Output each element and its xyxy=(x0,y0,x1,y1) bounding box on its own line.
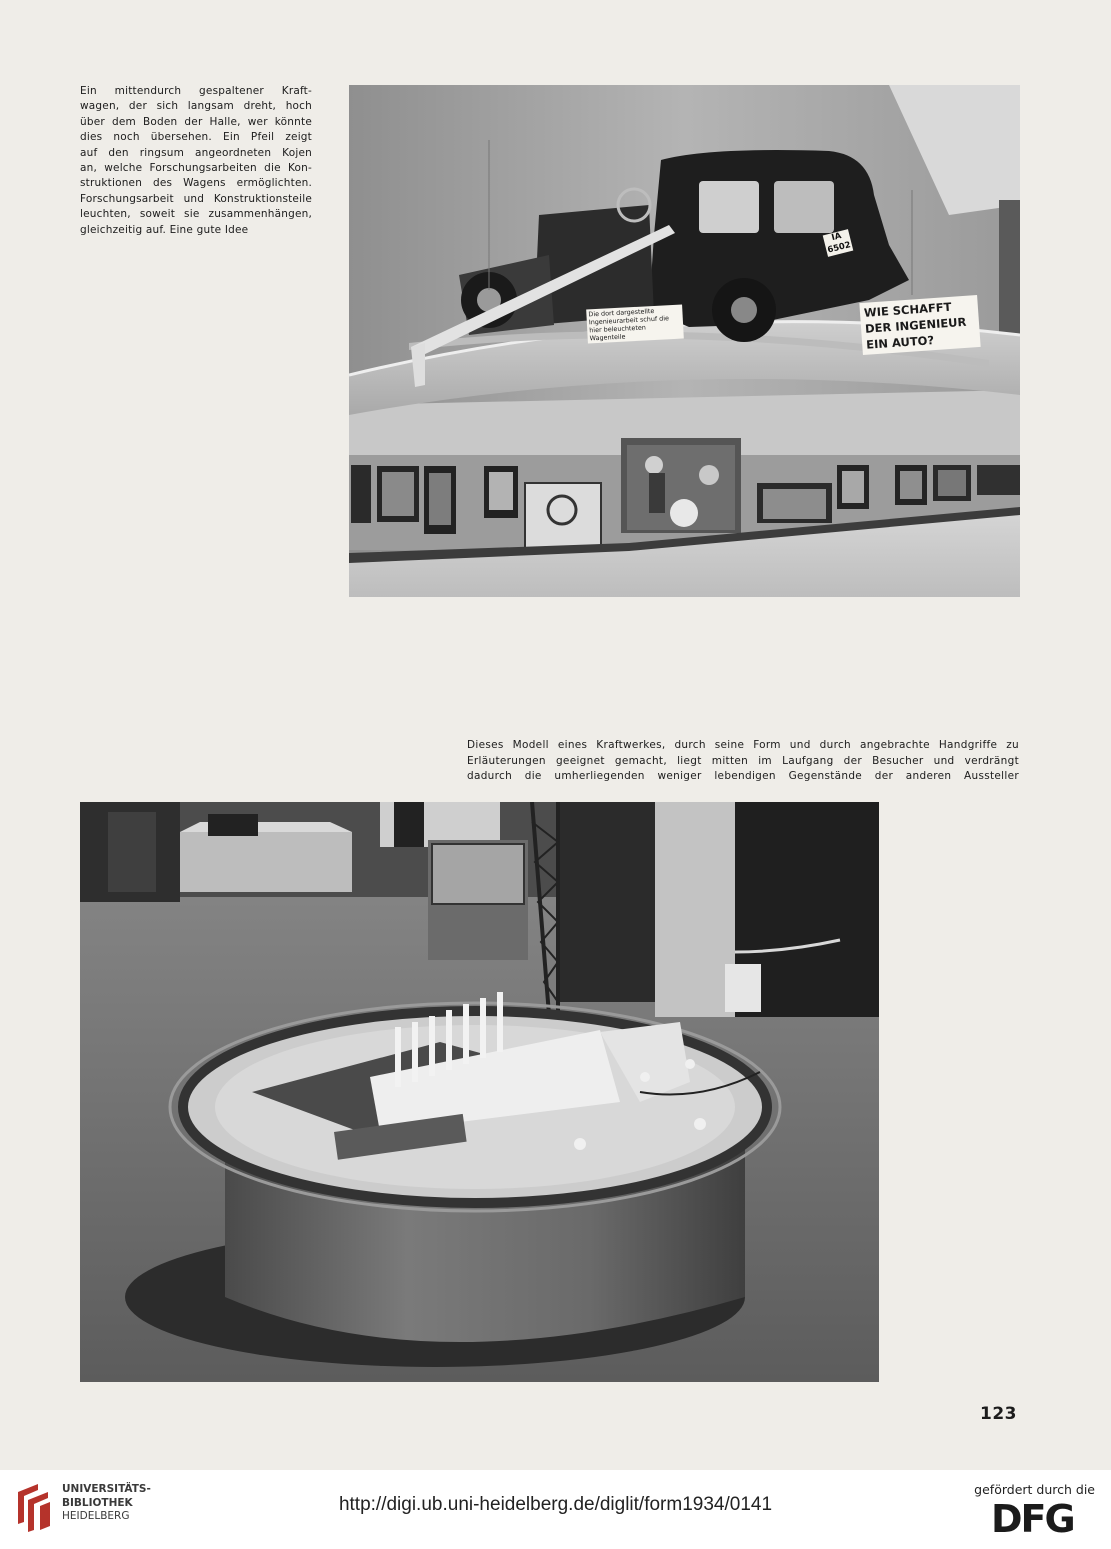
caption-line: Erläuterungen geeignet gemacht, liegt mitten im Laufgang der Besucher und verdrängt xyxy=(467,754,1019,767)
caption-line: über dem Boden der Halle, wer könnte xyxy=(80,115,312,128)
caption-line: gleichzeitig auf. Eine gute Idee xyxy=(80,223,249,236)
caption-line: leuchten, soweit sie zusammenhängen, xyxy=(80,208,312,221)
caption-line: auf den ringsum angeordneten Kojen xyxy=(80,146,312,159)
caption-line: struktionen des Wagens ermöglichten. xyxy=(80,177,312,190)
library-name-line: HEIDELBERG xyxy=(62,1510,130,1522)
caption-line: Forschungsarbeit und Konstruktionsteile xyxy=(80,192,312,205)
plate-line-2: 6502 xyxy=(826,240,852,256)
top-caption xyxy=(80,84,312,238)
caption-line: dadurch die umherliegenden weniger lebendigen Gegenstände der anderen Aussteller xyxy=(467,770,1019,782)
library-name-line: UNIVERSITÄTS- xyxy=(62,1483,151,1495)
car-exhibit-photo xyxy=(349,85,1020,597)
caption-line: dies noch übersehen. Ein Pfeil zeigt xyxy=(80,131,312,144)
middle-caption xyxy=(467,738,1019,785)
title-sign: WIE SCHAFFT DER INGENIEUR EIN AUTO? xyxy=(859,295,980,355)
page-number: 123 xyxy=(980,1404,1017,1424)
dfg-logo-icon xyxy=(991,1500,1095,1536)
dfg-logo-text: DFG xyxy=(991,1500,1074,1536)
plate-line-1: IA xyxy=(830,231,843,244)
power-plant-model-illustration xyxy=(80,802,879,1382)
power-plant-model-photo xyxy=(80,802,879,1382)
caption-line: an, welche Forschungsarbeiten die Kon- xyxy=(80,162,312,175)
caption-line: wagen, der sich langsam dreht, hoch xyxy=(80,100,312,113)
digitization-url[interactable]: http://digi.ub.uni-heidelberg.de/diglit/form1934/0141 xyxy=(338,1494,773,1515)
library-name-line: BIBLIOTHEK xyxy=(62,1496,133,1509)
digitization-footer xyxy=(0,1470,1111,1549)
explanation-sign: Die dort dargestellte Ingenieurarbeit schuf die hier beleuchteten Wagenteile xyxy=(586,305,684,344)
caption-line: Ein mittendurch gespaltener Kraft- xyxy=(80,85,312,97)
funded-by-label: gefördert durch die xyxy=(974,1482,1095,1497)
caption-line: Dieses Modell eines Kraftwerkes, durch seine Form und durch angebrachte Handgriffe zu xyxy=(467,739,1019,751)
